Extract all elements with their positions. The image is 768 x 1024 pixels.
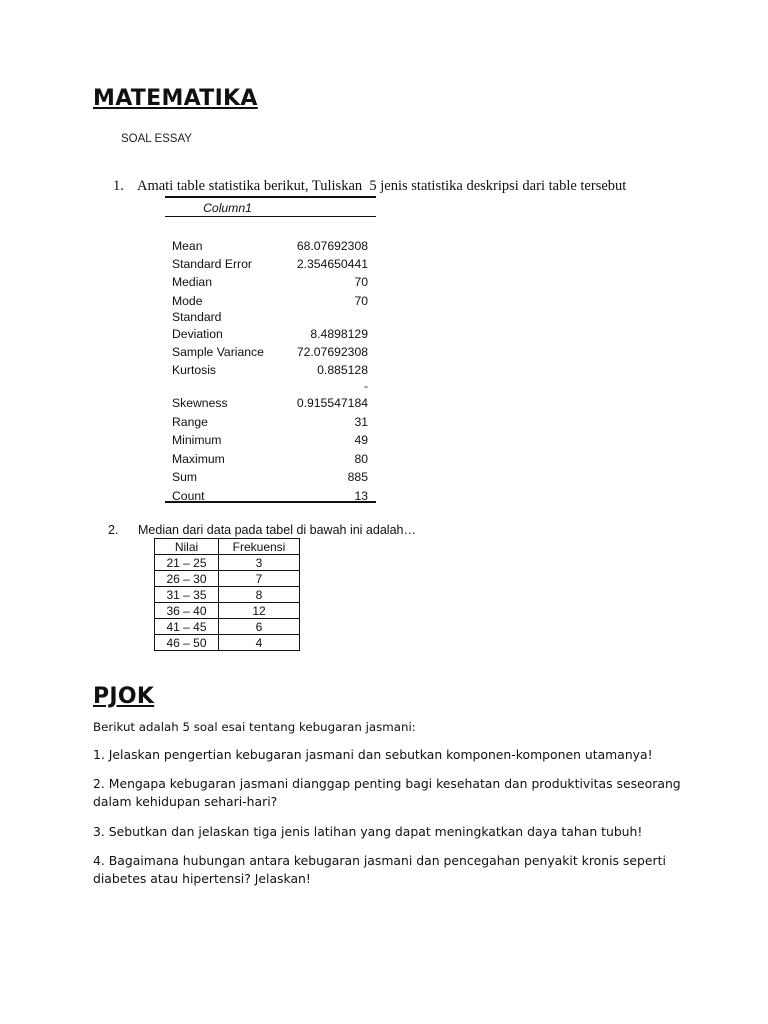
- stat-value: 49: [354, 433, 368, 447]
- stat-label: Mean: [172, 239, 203, 253]
- stat-value: 72.07692308: [296, 345, 368, 359]
- stat-row: [172, 395, 368, 411]
- soal-essay-label: SOAL ESSAY: [121, 133, 192, 145]
- frekuensi-cell: 3: [219, 555, 300, 571]
- column-header: Column1: [203, 201, 252, 215]
- stat-label: Minimum: [172, 433, 222, 447]
- stat-row: [172, 378, 368, 394]
- stat-label: Count: [172, 489, 205, 503]
- stat-row: [172, 469, 368, 485]
- heading-matematika: MATEMATIKA: [93, 86, 258, 111]
- table-top-rule: [165, 196, 376, 198]
- statistics-table: [165, 196, 376, 503]
- frekuensi-cell: 12: [219, 603, 300, 619]
- question-1: [113, 178, 626, 195]
- nilai-cell: 41 – 45: [155, 619, 219, 635]
- question-1-number: 1.: [113, 178, 124, 194]
- table-row: [155, 571, 300, 587]
- stat-row: [172, 293, 368, 309]
- pjok-question-4: 4. Bagaimana hubungan antara kebugaran jasmani dan pencegahan penyakit kronis seperti diabetes atau hipertensi? Jelaskan!: [93, 853, 666, 886]
- nilai-cell: 21 – 25: [155, 555, 219, 571]
- stat-value: 2.354650441: [296, 257, 368, 271]
- question-2-number: 2.: [108, 523, 119, 537]
- stat-row: [172, 362, 368, 378]
- stat-value: 0.885128: [317, 363, 368, 377]
- frekuensi-cell: 4: [219, 635, 300, 651]
- statistics-table-body: [165, 217, 376, 501]
- stat-label: Kurtosis: [172, 363, 217, 377]
- table-row: [155, 619, 300, 635]
- stat-label: Sum: [172, 470, 198, 484]
- heading-pjok: PJOK: [93, 684, 155, 709]
- frequency-table: [154, 538, 300, 651]
- question-2: [108, 523, 416, 537]
- stat-label: Standard Error: [172, 257, 252, 271]
- frekuensi-cell: 7: [219, 571, 300, 587]
- stat-label: Mode: [172, 294, 203, 308]
- pjok-question-1: 1. Jelaskan pengertian kebugaran jasmani dan sebutkan komponen-komponen utamanya!: [93, 747, 653, 762]
- stat-label: Maximum: [172, 452, 225, 466]
- stat-label: Standard: [172, 310, 222, 324]
- stat-row: [172, 414, 368, 430]
- table-row: [155, 555, 300, 571]
- stat-value: 8.4898129: [310, 327, 368, 341]
- nilai-cell: 46 – 50: [155, 635, 219, 651]
- stat-row: [172, 451, 368, 467]
- stat-row: [172, 326, 368, 342]
- nilai-cell: 26 – 30: [155, 571, 219, 587]
- stat-value: 0.915547184: [296, 396, 368, 410]
- stat-row: [172, 309, 368, 325]
- stat-value: 68.07692308: [296, 239, 368, 253]
- question-2-text: Median dari data pada tabel di bawah ini adalah…: [138, 523, 416, 537]
- stat-value: 885: [347, 470, 368, 484]
- frekuensi-cell: 8: [219, 587, 300, 603]
- table-row: [155, 587, 300, 603]
- nilai-cell: 36 – 40: [155, 603, 219, 619]
- stat-row: [172, 344, 368, 360]
- pjok-question-2: 2. Mengapa kebugaran jasmani dianggap penting bagi kesehatan dan produktivitas seseorang dalam kehidupan sehari-hari?: [93, 776, 681, 809]
- stat-value: -: [363, 379, 368, 393]
- stat-label: Sample Variance: [172, 345, 264, 359]
- stat-row: [172, 256, 368, 272]
- stat-value: 70: [354, 275, 368, 289]
- stat-value: 70: [354, 294, 368, 308]
- question-1-text: Amati table statistika berikut, Tuliskan 5 jenis statistika deskripsi dari table tersebut: [137, 178, 627, 194]
- stat-label: Deviation: [172, 327, 223, 341]
- pjok-intro: Berikut adalah 5 soal esai tentang kebugaran jasmani:: [93, 720, 416, 734]
- frequency-table-header: [155, 539, 300, 555]
- table-row: [155, 603, 300, 619]
- stat-value: 31: [354, 415, 368, 429]
- nilai-cell: 31 – 35: [155, 587, 219, 603]
- frekuensi-cell: 6: [219, 619, 300, 635]
- stat-label: Median: [172, 275, 212, 289]
- stat-row: [172, 488, 368, 504]
- stat-label: Range: [172, 415, 208, 429]
- stat-value: 80: [354, 452, 368, 466]
- stat-row: [172, 274, 368, 290]
- table-row: [155, 635, 300, 651]
- stat-value: 13: [354, 489, 368, 503]
- header-nilai: Nilai: [155, 539, 219, 555]
- stat-row: [172, 238, 368, 254]
- stat-label: Skewness: [172, 396, 228, 410]
- header-frekuensi: Frekuensi: [219, 539, 300, 555]
- pjok-question-3: 3. Sebutkan dan jelaskan tiga jenis latihan yang dapat meningkatkan daya tahan tubuh!: [93, 824, 643, 839]
- stat-row: [172, 432, 368, 448]
